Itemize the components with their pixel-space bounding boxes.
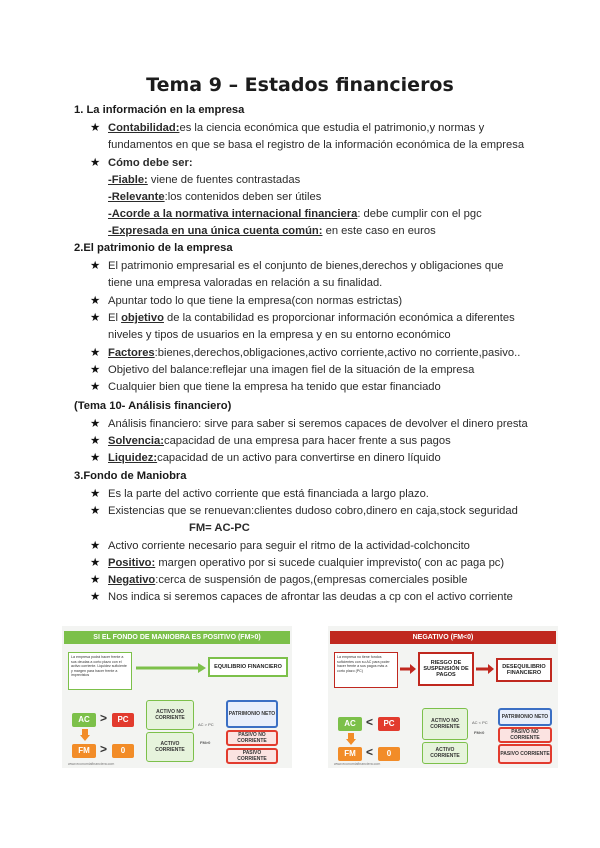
text: margen operativo por si sucede cualquier imprevisto( con ac paga pc) <box>155 557 505 569</box>
pasivo-corriente: PASIVO CORRIENTE <box>498 744 552 764</box>
list-item: Es la parte del activo corriente que está financiada a largo plazo. <box>108 488 429 500</box>
operator: < <box>366 745 374 759</box>
section-heading: 2.El patrimonio de la empresa <box>74 242 233 254</box>
term: -Fiable: <box>108 174 148 186</box>
term: -Acorde a la normativa internacional financiera <box>108 208 358 220</box>
text: :los contenidos deben ser útiles <box>164 191 322 203</box>
star-icon: ★ <box>90 574 101 586</box>
star-icon: ★ <box>90 381 101 393</box>
star-icon: ★ <box>90 157 101 169</box>
pasivo-no-corriente: PASIVO NO CORRIENTE <box>226 730 278 746</box>
section-heading: 3.Fondo de Maniobra <box>74 470 187 482</box>
operator: < <box>366 715 374 729</box>
patrimonio-neto: PATRIMONIO NETO <box>226 700 278 728</box>
text: capacidad de una empresa para hacer frente a sus pagos <box>163 435 451 447</box>
term: objetivo <box>121 312 164 324</box>
ac-pc-label: AC < PC <box>472 720 488 725</box>
pc-chip: PC <box>112 713 134 727</box>
list-item: Objetivo del balance:reflejar una imagen fiel de la situación de la empresa <box>108 364 475 376</box>
activo-corriente: ACTIVO CORRIENTE <box>422 742 468 764</box>
operator: > <box>100 742 108 756</box>
text-box: La empresa podrá hacer frente a sus deudas a corto plazo con el activo corriente. Liquidez suficiente y margen para hacer frente a imprevistos <box>68 652 132 690</box>
term: Negativo <box>108 574 156 586</box>
pasivo-no-corriente: PASIVO NO CORRIENTE <box>498 727 552 743</box>
star-icon: ★ <box>90 540 101 552</box>
fm-chip: FM <box>72 744 96 758</box>
footer: www.economiafinanciera.com <box>68 762 115 766</box>
text: :bienes,derechos,obligaciones,activo corriente,activo no corriente,pasivo.. <box>154 347 521 359</box>
pc-chip: PC <box>378 717 400 731</box>
ac-chip: AC <box>338 717 362 731</box>
star-icon: ★ <box>90 452 101 464</box>
infographic-negative <box>328 626 558 768</box>
ac-chip: AC <box>72 713 96 727</box>
star-icon: ★ <box>90 260 101 272</box>
arrow-icon <box>400 664 416 674</box>
risk-box: RIESGO DE SUSPENSIÓN DE PAGOS <box>418 652 474 686</box>
list-item <box>108 556 504 570</box>
star-icon: ★ <box>90 122 101 134</box>
section-heading: (Tema 10- Análisis financiero) <box>74 400 232 412</box>
result-box: DESEQUILIBRIO FINANCIERO <box>496 658 552 682</box>
text: es la ciencia económica que estudia el patrimonio,y normas y <box>179 122 485 134</box>
list-item <box>108 346 520 360</box>
star-icon: ★ <box>90 557 101 569</box>
list-item-cont: tiene una empresa valoradas en relación a su finalidad. <box>108 277 383 289</box>
star-icon: ★ <box>90 295 101 307</box>
list-item: Existencias que se renuevan:clientes dudoso cobro,dinero en caja,stock seguridad <box>108 505 518 517</box>
list-item: Nos indica si seremos capaces de afrontar las deudas a cp con el activo corriente <box>108 591 513 603</box>
list-item <box>108 311 515 325</box>
arrow-icon <box>136 662 206 674</box>
text: viene de fuentes contrastadas <box>147 174 301 186</box>
list-item <box>108 451 441 465</box>
list-item: Activo corriente necesario para seguir el ritmo de la actividad-colchoncito <box>108 540 470 552</box>
term: -Expresada en una única cuenta común: <box>108 225 323 237</box>
text: de la contabilidad es proporcionar información económica a diferentes <box>163 312 515 324</box>
banner: SI EL FONDO DE MANIOBRA ES POSITIVO (FM>0) <box>64 631 290 644</box>
activo-no-corriente: ACTIVO NO CORRIENTE <box>146 700 194 730</box>
page-title: Tema 9 – Estados financieros <box>146 74 454 96</box>
star-icon: ★ <box>90 347 101 359</box>
term: Liquidez: <box>108 452 158 464</box>
activo-no-corriente: ACTIVO NO CORRIENTE <box>422 708 468 740</box>
text: :cerca de suspensión de pagos,(empresas comerciales posible <box>155 574 468 586</box>
list-item <box>108 573 467 587</box>
star-icon: ★ <box>90 418 101 430</box>
patrimonio-neto: PATRIMONIO NETO <box>498 708 552 726</box>
list-item <box>108 121 484 135</box>
text: capacidad de un activo para convertirse en dinero líquido <box>157 452 441 464</box>
zero-chip: 0 <box>378 747 400 761</box>
sub-item <box>108 190 321 204</box>
star-icon: ★ <box>90 488 101 500</box>
star-icon: ★ <box>90 591 101 603</box>
footer: www.economiafinanciera.com <box>334 762 381 766</box>
infographic-positive <box>62 626 292 768</box>
zero-chip: 0 <box>112 744 134 758</box>
list-item-cont: niveles y tipos de usuarios en la empresa y en su entorno económico <box>108 329 451 341</box>
fm-label: FM>0 <box>200 740 211 745</box>
star-icon: ★ <box>90 312 101 324</box>
list-item: El patrimonio empresarial es el conjunto de bienes,derechos y obligaciones que <box>108 260 504 272</box>
list-item: Apuntar todo lo que tiene la empresa(con normas estrictas) <box>108 295 403 307</box>
text: El <box>108 312 122 324</box>
term: -Relevante <box>108 191 165 203</box>
list-item <box>108 434 451 448</box>
star-icon: ★ <box>90 505 101 517</box>
text-box: La empresa no tiene fondos suficientes con su AC para poder hacer frente a sus pagos más a corto plazo (PC) <box>334 652 398 688</box>
activo-corriente: ACTIVO CORRIENTE <box>146 732 194 762</box>
section-heading: 1. La información en la empresa <box>74 104 245 116</box>
formula: FM= AC-PC <box>189 522 250 534</box>
term: Contabilidad: <box>108 122 180 134</box>
arrow-down-icon <box>80 729 90 741</box>
banner: NEGATIVO (FM<0) <box>330 631 556 644</box>
term: Solvencia: <box>108 435 164 447</box>
list-item: Cualquier bien que tiene la empresa ha tenido que estar financiado <box>108 381 441 393</box>
list-item-cont: fundamentos en que se basa el registro de la información económica de la empresa <box>108 139 525 151</box>
star-icon: ★ <box>90 435 101 447</box>
sub-item <box>108 207 482 221</box>
fm-label: FM<0 <box>474 730 485 735</box>
list-item: Cómo debe ser: <box>108 157 193 169</box>
fm-chip: FM <box>338 747 362 761</box>
sub-item <box>108 173 300 187</box>
list-item: Análisis financiero: sirve para saber si seremos capaces de devolver el dinero presta <box>108 418 528 430</box>
term: Factores <box>108 347 155 359</box>
operator: > <box>100 711 108 725</box>
text: en este caso en euros <box>322 225 436 237</box>
pasivo-corriente: PASIVO CORRIENTE <box>226 748 278 764</box>
sub-item <box>108 224 436 238</box>
ac-pc-label: AC > PC <box>198 722 214 727</box>
star-icon: ★ <box>90 364 101 376</box>
arrow-icon <box>476 664 494 674</box>
text: : debe cumplir con el pgc <box>357 208 482 220</box>
arrow-down-icon <box>346 733 356 745</box>
result-box: EQUILIBRIO FINANCIERO <box>208 657 288 677</box>
term: Positivo: <box>108 557 156 569</box>
